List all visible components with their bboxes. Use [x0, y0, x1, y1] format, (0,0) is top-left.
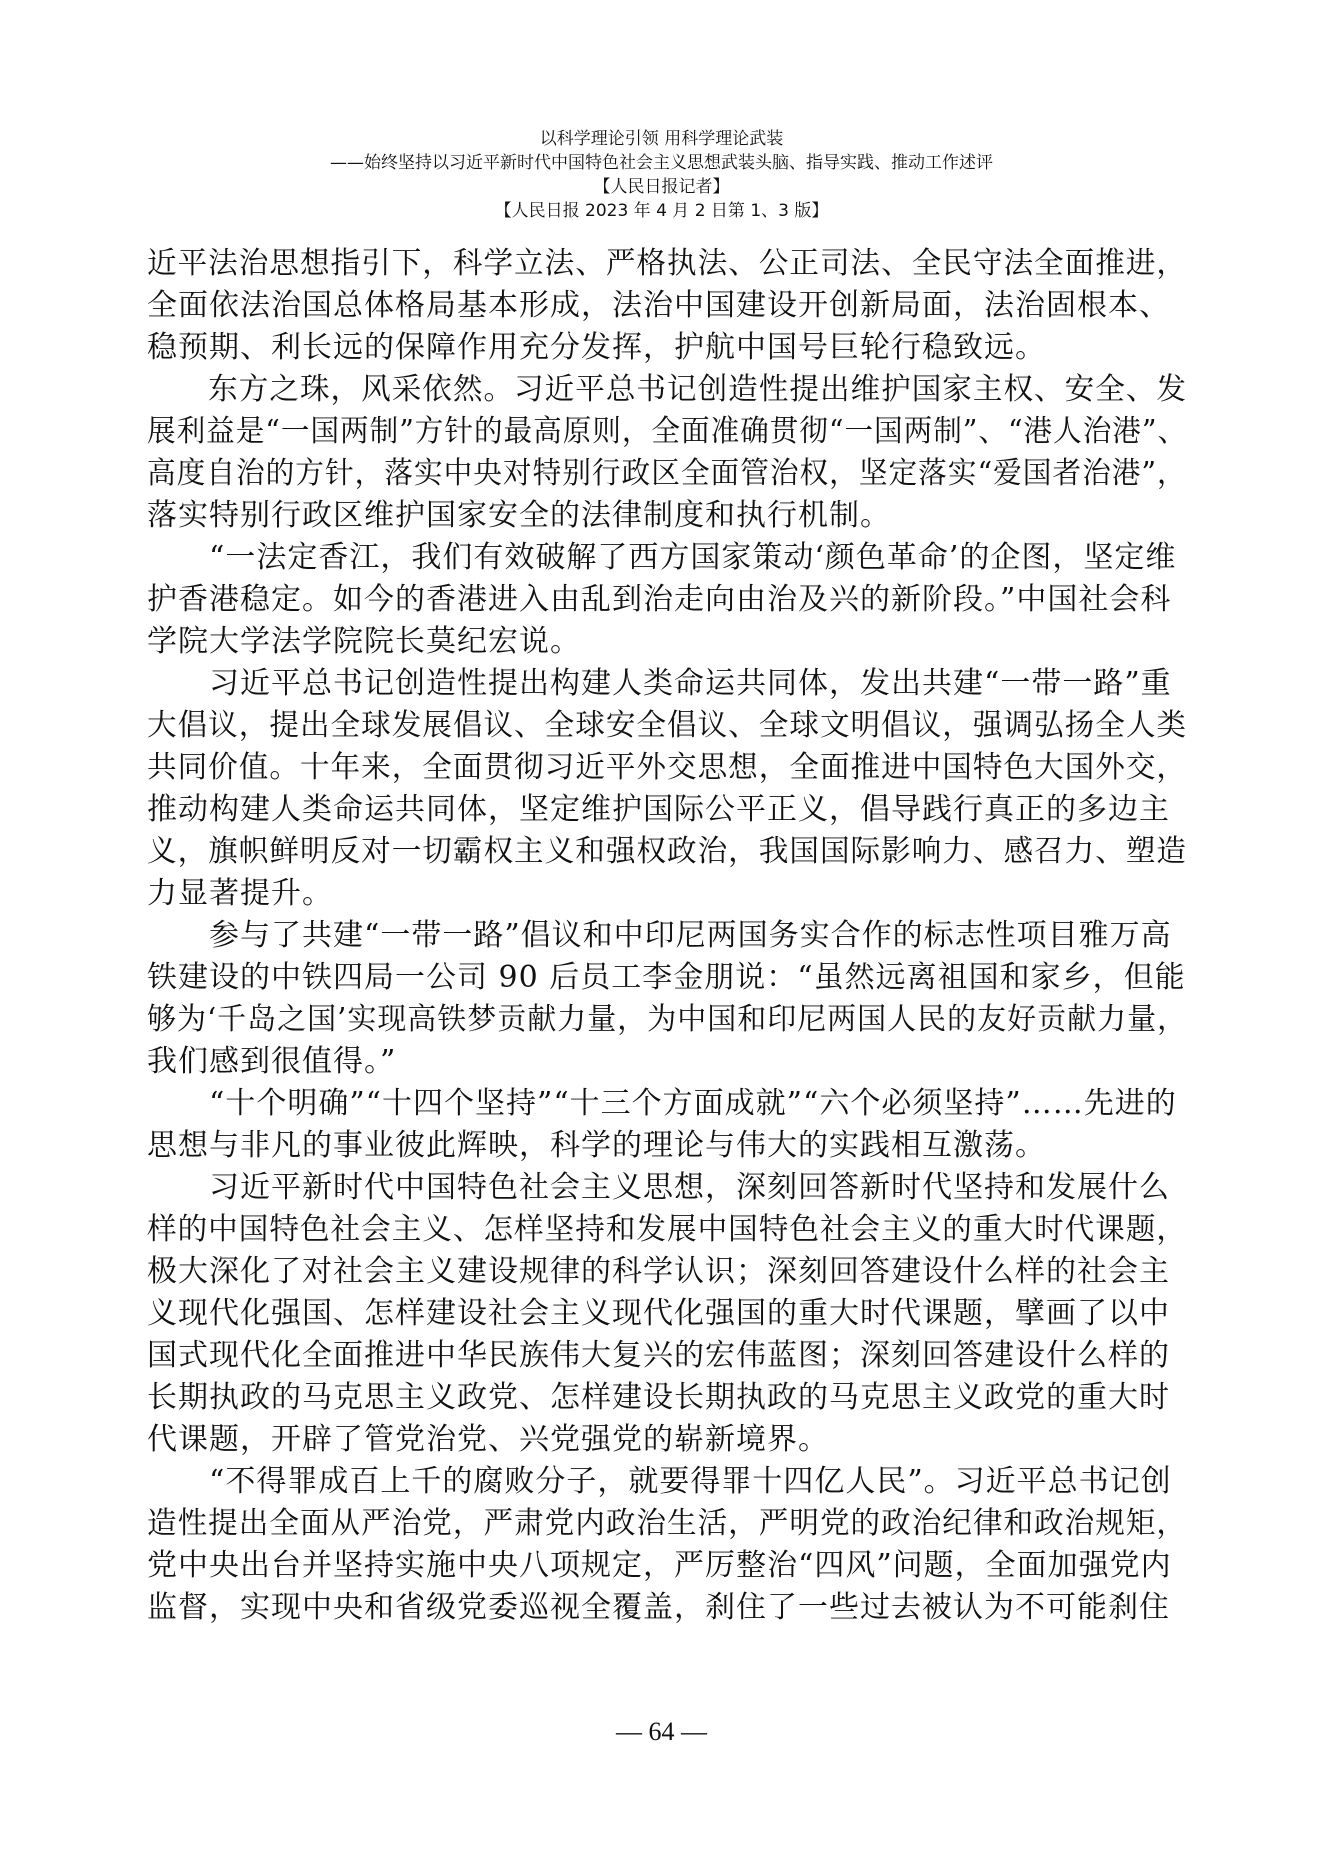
text-line: 代课题，开辟了管党治党、兴党强党的崭新境界。 — [147, 1422, 829, 1457]
article-title: 以科学理论引领 用科学理论武装 — [539, 129, 784, 149]
text-line: 参与了共建“一带一路”倡议和中印尼两国务实合作的标志性项目雅万高 — [147, 918, 1172, 953]
text-line: 全面依法治国总体格局基本形成，法治中国建设开创新局面，法治固根本、 — [147, 288, 1170, 323]
text-line: 共同价值。十年来，全面贯彻习近平外交思想，全面推进中国特色大国外交， — [147, 750, 1187, 785]
text-line: 造性提出全面从严治党，严肃党内政治生活，严明党的政治纪律和政治规矩， — [147, 1506, 1187, 1541]
article-author: 【人民日报记者】 — [593, 177, 730, 197]
text-line: 学院大学法学院院长莫纪宏说。 — [147, 624, 581, 659]
text-line: 我们感到很值得。” — [147, 1044, 397, 1079]
text-line: 铁建设的中铁四局一公司 90 后员工李金朋说：“虽然远离祖国和家乡，但能 — [147, 960, 1186, 995]
text-line: 高度自治的方针，落实中央对特别行政区全面管治权，坚定落实“爱国者治港”， — [147, 456, 1187, 491]
text-line: 极大深化了对社会主义建设规律的科学认识；深刻回答建设什么样的社会主 — [147, 1254, 1170, 1289]
article-source: 【人民日报 2023 年 4 月 2 日第 1、3 版】 — [494, 201, 829, 221]
text-line: 展利益是“一国两制”方针的最高原则，全面准确贯彻“一国两制”、“港人治港”、 — [147, 414, 1188, 449]
text-line: “十个明确”“十四个坚持”“十三个方面成就”“六个必须坚持”……先进的 — [147, 1086, 1177, 1121]
text-line: 护香港稳定。如今的香港进入由乱到治走向由治及兴的新阶段。”中国社会科 — [147, 582, 1172, 617]
page-number: — 64 — — [616, 1717, 707, 1746]
text-line: 监督，实现中央和省级党委巡视全覆盖，刹住了一些过去被认为不可能刹住 — [147, 1590, 1170, 1625]
text-line: 样的中国特色社会主义、怎样坚持和发展中国特色社会主义的重大时代课题， — [147, 1212, 1187, 1247]
text-line: 推动构建人类命运共同体，坚定维护国际公平正义，倡导践行真正的多边主 — [147, 792, 1170, 827]
text-line: 近平法治思想指引下，科学立法、严格执法、公正司法、全民守法全面推进， — [147, 246, 1187, 281]
text-line: 习近平总书记创造性提出构建人类命运共同体，发出共建“一带一路”重 — [147, 666, 1172, 701]
text-line: 党中央出台并坚持实施中央八项规定，严厉整治“四风”问题，全面加强党内 — [147, 1548, 1172, 1583]
text-line: 长期执政的马克思主义政党、怎样建设长期执政的马克思主义政党的重大时 — [147, 1380, 1170, 1415]
text-line: 义，旗帜鲜明反对一切霸权主义和强权政治，我国国际影响力、感召力、塑造 — [147, 834, 1187, 869]
article-subtitle: ——始终坚持以习近平新时代中国特色社会主义思想武装头脑、指导实践、推动工作述评 — [330, 153, 993, 173]
text-line: 国式现代化全面推进中华民族伟大复兴的宏伟蓝图；深刻回答建设什么样的 — [147, 1338, 1170, 1373]
text-line: “一法定香江，我们有效破解了西方国家策动‘颜色革命’的企图，坚定维 — [147, 540, 1177, 575]
text-line: “不得罪成百上千的腐败分子，就要得罪十四亿人民”。习近平总书记创 — [147, 1464, 1172, 1499]
text-line: 稳预期、利长远的保障作用充分发挥，护航中国号巨轮行稳致远。 — [147, 330, 1046, 365]
text-line: 思想与非凡的事业彼此辉映，科学的理论与伟大的实践相互激荡。 — [147, 1128, 1046, 1163]
text-line: 大倡议，提出全球发展倡议、全球安全倡议、全球文明倡议，强调弘扬全人类 — [147, 708, 1187, 743]
text-line: 义现代化强国、怎样建设社会主义现代化强国的重大时代课题，擘画了以中 — [147, 1296, 1170, 1331]
document-header — [0, 127, 1323, 223]
text-line: 东方之珠，风采依然。习近平总书记创造性提出维护国家主权、安全、发 — [147, 372, 1187, 407]
text-line: 力显著提升。 — [147, 876, 333, 911]
text-line: 落实特别行政区维护国家安全的法律制度和执行机制。 — [147, 498, 891, 533]
text-line: 够为‘千岛之国’实现高铁梦贡献力量，为中国和印尼两国人民的友好贡献力量， — [147, 1002, 1188, 1037]
text-line: 习近平新时代中国特色社会主义思想，深刻回答新时代坚持和发展什么 — [147, 1170, 1170, 1205]
article-body — [147, 243, 1187, 1629]
